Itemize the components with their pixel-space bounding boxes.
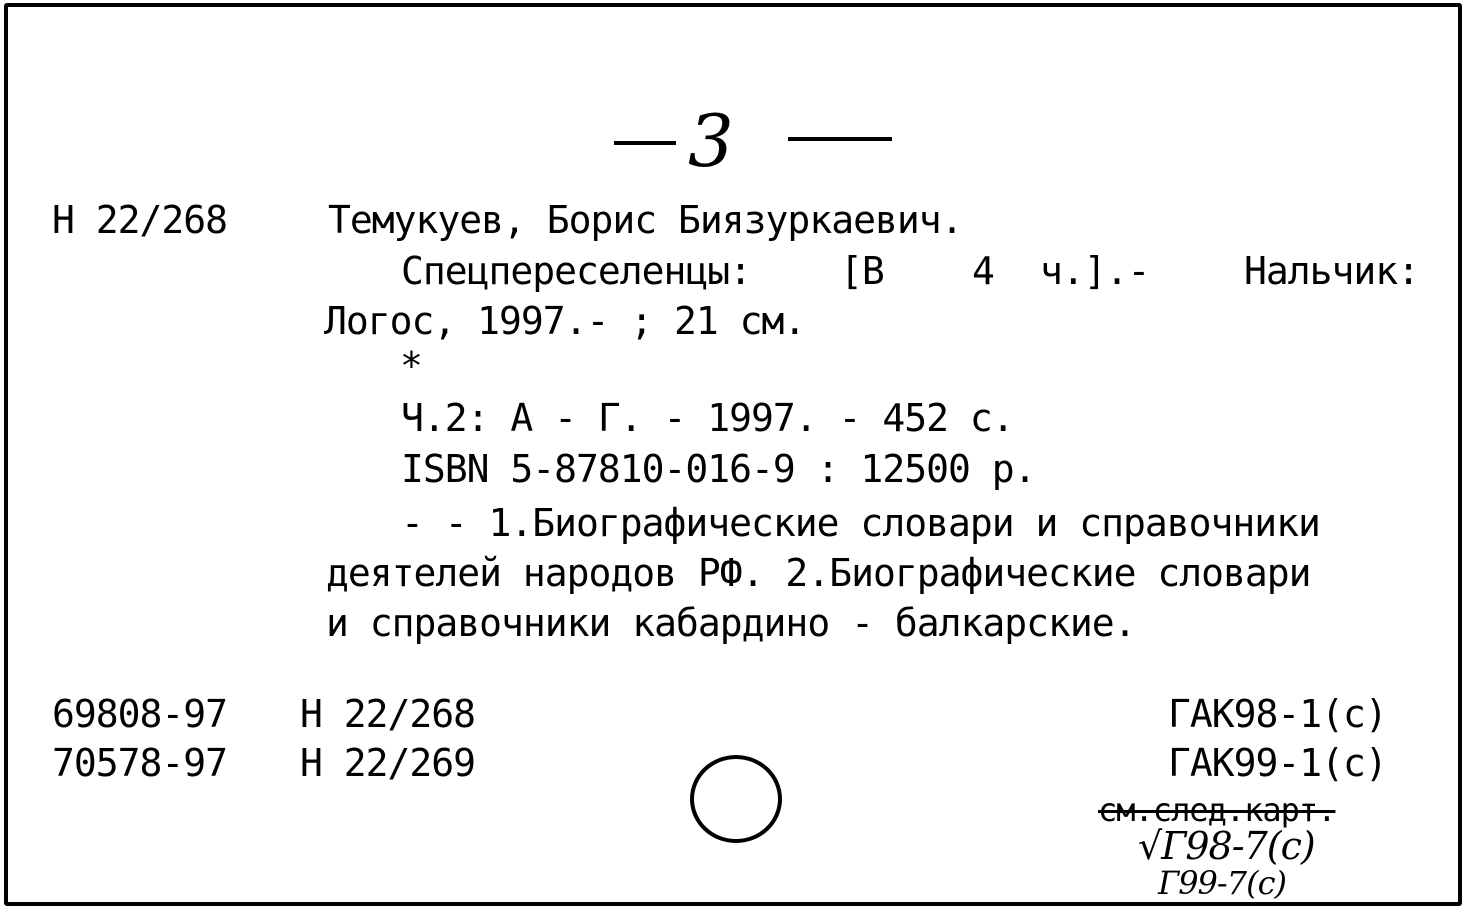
part-line: Ч.2: А - Г. - 1997. - 452 с. [401,396,1014,440]
page-number-left-dash [614,141,676,145]
catalog-card [4,3,1462,906]
accession-number: 69808-97 [52,692,228,736]
shelfmark: Н 22/268 [52,198,228,242]
catalog-code: ГАК98-1(с) [1168,692,1387,736]
title-word-1: Спецпереселенцы: [401,249,752,293]
title-word-3: 4 [972,249,994,293]
see-next-card-note: см.след.карт. [1098,791,1336,829]
title-word-5: Нальчик: [1244,249,1420,293]
subjects-line-1: - - 1.Биографические словари и справочники [401,501,1320,545]
publication-line: Логос, 1997.- ; 21 см. [324,299,806,343]
accession-shelfmark: Н 22/268 [300,692,476,736]
accession-number: 70578-97 [52,741,228,785]
asterisk: * [400,344,422,388]
accession-shelfmark: Н 22/269 [300,741,476,785]
author-heading: Темукуев, Борис Биязуркаевич. [328,198,963,242]
punch-hole [690,755,782,843]
title-word-2: [В [840,249,884,293]
subjects-line-2: деятелей народов РФ. 2.Биографические словари [326,551,1311,595]
catalog-code: ГАК99-1(с) [1168,741,1387,785]
isbn-line: ISBN 5-87810-016-9 : 12500 р. [401,447,1036,491]
handwritten-note: √Г98-7(с) [1138,824,1315,868]
page-number-right-dash [788,137,892,141]
handwritten-note: Г99-7(с) [1158,864,1286,902]
page-number: 3 [688,99,733,183]
title-word-4: ч.].- [1040,249,1150,293]
subjects-line-3: и справочники кабардино - балкарские. [326,601,1136,645]
